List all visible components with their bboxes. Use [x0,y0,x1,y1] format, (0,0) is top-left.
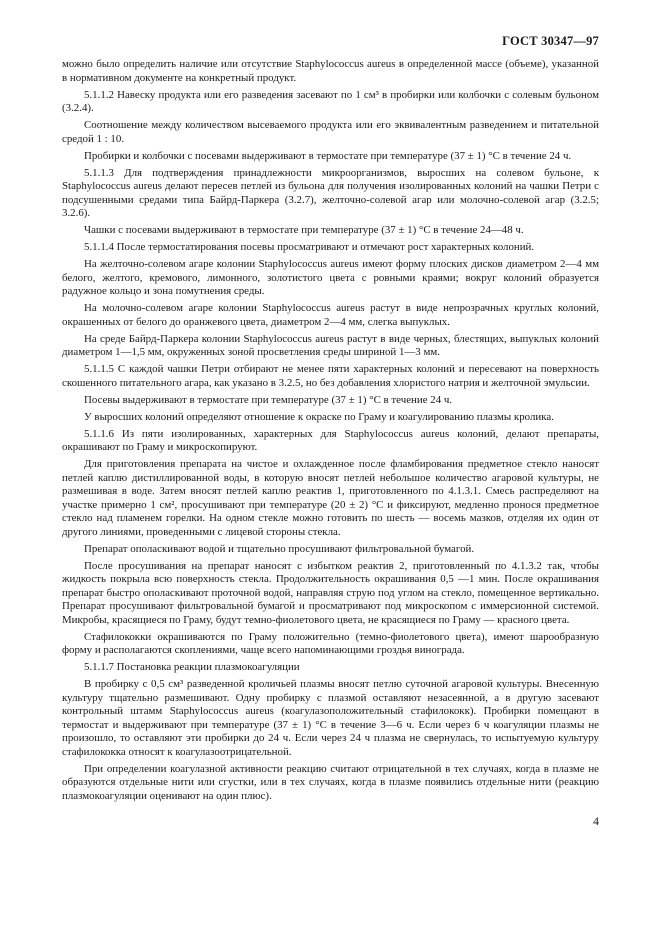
paragraph: Чашки с посевами выдерживают в термостате при температуре (37 ± 1) °С в течение 24—48 ч. [84,224,524,236]
paragraph: На желточно-солевом агаре колонии Staphylococcus aureus имеют форму плоских дисков диаметром 2—4 мм белого, желтого, кремового, лимонного, золотистого цвета с ровными краями; вокруг колоний образуется радужное кольцо и зона помутнения среды. [62,258,599,297]
paragraph: На среде Байрд-Паркера колонии Staphylococcus aureus растут в виде черных, блестящих, выпуклых колоний диаметром 1—1,5 мм, окруженных зоной просветления среды шириной 1—3 мм. [62,332,599,358]
paragraph: Посевы выдерживают в термостате при температуре (37 ± 1) °С в течение 24 ч. [84,393,453,406]
paragraph: В пробирку с 0,5 см³ разведенной кроличьей плазмы вносят петлю суточной агаровой культуры. Внесенную культуру тщательно размешивают. Одну пробирку с плазмой оставляют незасеянной, а в другую засевают контрольный штамм Staphylococcus aureus (коагулазоположительный стафилококк). Пробирки помещают в термостат и выдерживают при температуре (37 ± 1) °С в течение 3—6 ч. Если через 6 ч коагуляции плазмы не произошло, то оставляют эти пробирки до 24 ч. Если через 24 ч плазма не свернулась, то испытуемую культуру стафилококка относят к коагулазоотрицательной. [62,678,599,758]
paragraph: Стафилококки окрашиваются по Граму положительно (темно-фиолетового цвета), имеют шарообразную форму и располагаются скоплениями, чаще всего напоминающими гроздья винограда. [62,630,599,656]
page-number: 4 [593,814,599,828]
body-text [62,58,599,803]
paragraph: Соотношение между количеством высеваемого продукта или его эквивалентным разведением и питательной средой 1 : 10. [62,119,599,145]
paragraph: Пробирки и колбочки с посевами выдерживают в термостате при температуре (37 ± 1) °С в течение 24 ч. [84,149,572,162]
paragraph: На молочно-солевом агаре колонии Staphylococcus aureus растут в виде непрозрачных круглых колоний, окрашенных от белого до оранжевого цвета, диаметром 2—4 мм, слегка выпуклых. [62,302,599,328]
paragraph: 5.1.1.5 С каждой чашки Петри отбирают не менее пяти характерных колоний и пересевают на поверхность скошенного питательного агара, как указано в 3.2.5, но без добавления хлористого натрия и желточной эмульсии. [62,363,599,389]
section-heading: 5.1.1.7 Постановка реакции плазмокоагуляции [84,661,300,673]
paragraph: Препарат ополаскивают водой и тщательно просушивают фильтровальной бумагой. [84,542,475,555]
paragraph: Для приготовления препарата на чистое и охлажденное после фламбирования предметное стекло наносят петлей каплю дистиллированной воды, в которую вносят петлей небольшое количество агаровой культуры, не размешивая в воде. Затем вносят петлей каплю реактив 1, приготовленного по 4.1.3.1. Смесь распределяют на участке примерно 1 см², просушивают при температуре (20 ± 2) °С и фиксируют, медленно пронося предметное стекло над пламенем горелки. На одном стекле можно готовить по шесть — восемь мазков, отделяя их один от другого линиями, проведенными с лицевой стороны стекла. [62,458,599,538]
document-header: ГОСТ 30347—97 [502,34,599,48]
paragraph: 5.1.1.4 После термостатирования посевы просматривают и отмечают рост характерных колоний. [84,241,535,253]
paragraph: 5.1.1.6 Из пяти изолированных, характерных для Staphylococcus aureus колоний, делают препараты, окрашивают по Граму и микроскопируют. [62,427,599,453]
paragraph: При определении коагулазной активности реакцию считают отрицательной в тех случаях, когда в плазме не образуются отдельные нити или сгустки, или в тех случаях, когда в плазме появились отдельные нити (реакцию плазмокоагуляции оценивают на один плюс). [62,762,599,802]
paragraph: У выросших колоний определяют отношение к окраске по Граму и коагулированию плазмы кролика. [84,410,554,423]
paragraph: 5.1.1.2 Навеску продукта или его разведения засевают по 1 см³ в пробирки или колбочки с солевым бульоном (3.2.4). [62,88,599,114]
paragraph: После просушивания на препарат наносят с избытком реактив 2, приготовленный по 4.1.3.2 так, чтобы жидкость покрыла всю поверхность стекла. Продолжительность окрашивания 0,5 —1 мин. После окрашивания препарат быстро ополаскивают проточной водой, направляя струю под углом на стекло, помещенное вертикально. Препарат просушивают фильтровальной бумагой и просматривают под микроскопом с иммерсионной системой. Микробы, красящиеся по Граму, будут темно-фиолетового цвета, не красящиеся по Граму — красного цвета. [62,559,599,626]
paragraph: можно было определить наличие или отсутствие Staphylococcus aureus в определенной массе (объеме), указанной в нормативном документе на конкретный продукт. [62,58,599,84]
paragraph: 5.1.1.3 Для подтверждения принадлежности микроорганизмов, выросших на солевом бульоне, к Staphylococcus aureus делают пересев петлей из бульона для получения изолированных колоний на чашки Петри с подсушенными средами типа Байрд-Паркера (3.2.7), желточно-солевой агар или молочно-солевой агар (3.2.5; 3.2.6). [62,166,599,219]
